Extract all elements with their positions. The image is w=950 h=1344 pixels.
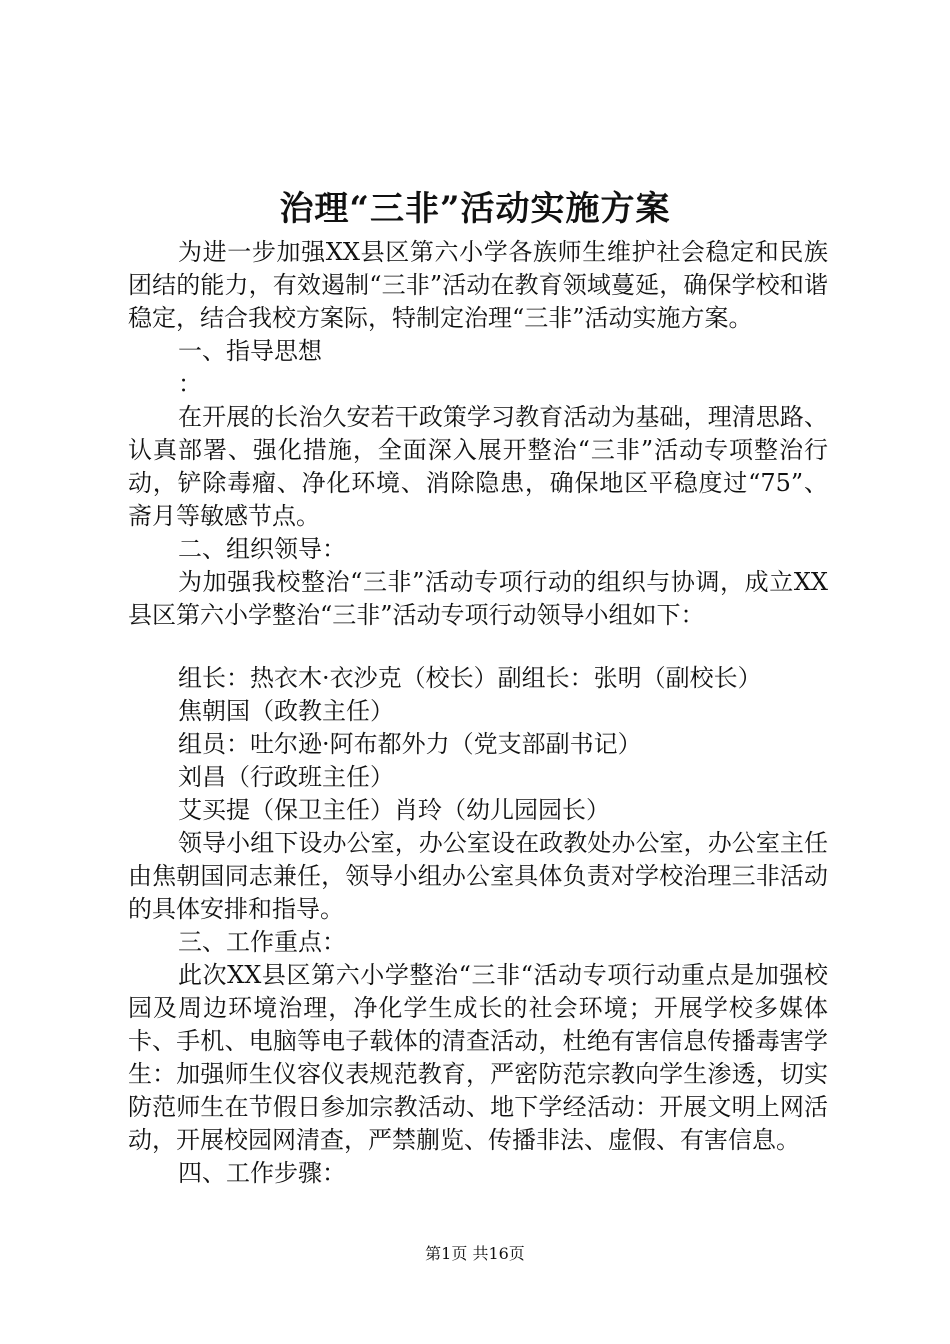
section-heading-organization: 二、组织领导：: [178, 535, 346, 563]
document-body: [128, 236, 828, 1190]
intro-paragraph: 为进一步加强XX县区第六小学各族师生维护社会稳定和民族团结的能力，有效遏制“三非”活动在教育领域蔓延，确保学校和谐稳定，结合我校方案际，特制定治理“三非”活动实施方案。: [128, 238, 828, 332]
guiding-ideology-paragraph: 在开展的长治久安若干政策学习教育活动为基础，理清思路、认真部署、强化措施，全面深入展开整治“三非”活动专项整治行动，铲除毒瘤、净化环境、消除隐患，确保地区平稳度过“75”、斋月等敏感节点。: [128, 403, 828, 530]
colon-line: ：: [178, 370, 202, 398]
member-line: 组员：吐尔逊·阿布都外力（党支部副书记）: [178, 730, 642, 758]
office-paragraph: 领导小组下设办公室，办公室设在政教处办公室，办公室主任由焦朝国同志兼任，领导小组办公室具体负责对学校治理三非活动的具体安排和指导。: [128, 829, 828, 923]
work-focus-paragraph: 此次XX县区第六小学整治“三非“活动专项行动重点是加强校园及周边环境治理，净化学生成长的社会环境；开展学校多媒体卡、手机、电脑等电子载体的清查活动，杜绝有害信息传播毒害学生：加强师生仪容仪表规范教育，严密防范宗教向学生渗透，切实防范师生在节假日参加宗教活动、地下学经活动：开展文明上网活动，开展校园网清查，严禁蒯览、传播非法、虚假、有害信息。: [128, 961, 828, 1154]
member-line: 艾买提（保卫主任）肖玲（幼儿园园长）: [178, 796, 610, 824]
member-line: 焦朝国（政教主任）: [178, 697, 394, 725]
blank-line: [128, 632, 828, 662]
organization-paragraph: 为加强我校整治“三非”活动专项行动的组织与协调，成立XX县区第六小学整治“三非”活动专项行动领导小组如下：: [128, 568, 828, 629]
member-line: 组长：热衣木·衣沙克（校长）副组长：张明（副校长）: [178, 664, 762, 692]
page-footer: 第1页 共16页: [425, 1244, 525, 1263]
member-line: 刘昌（行政班主任）: [178, 763, 394, 791]
section-heading-guiding-ideology: 一、指导思想: [178, 337, 322, 365]
section-heading-work-steps: 四、工作步骤：: [178, 1159, 346, 1187]
document-title: 治理“三非”活动实施方案: [279, 189, 671, 229]
section-heading-work-focus: 三、工作重点：: [178, 928, 346, 956]
